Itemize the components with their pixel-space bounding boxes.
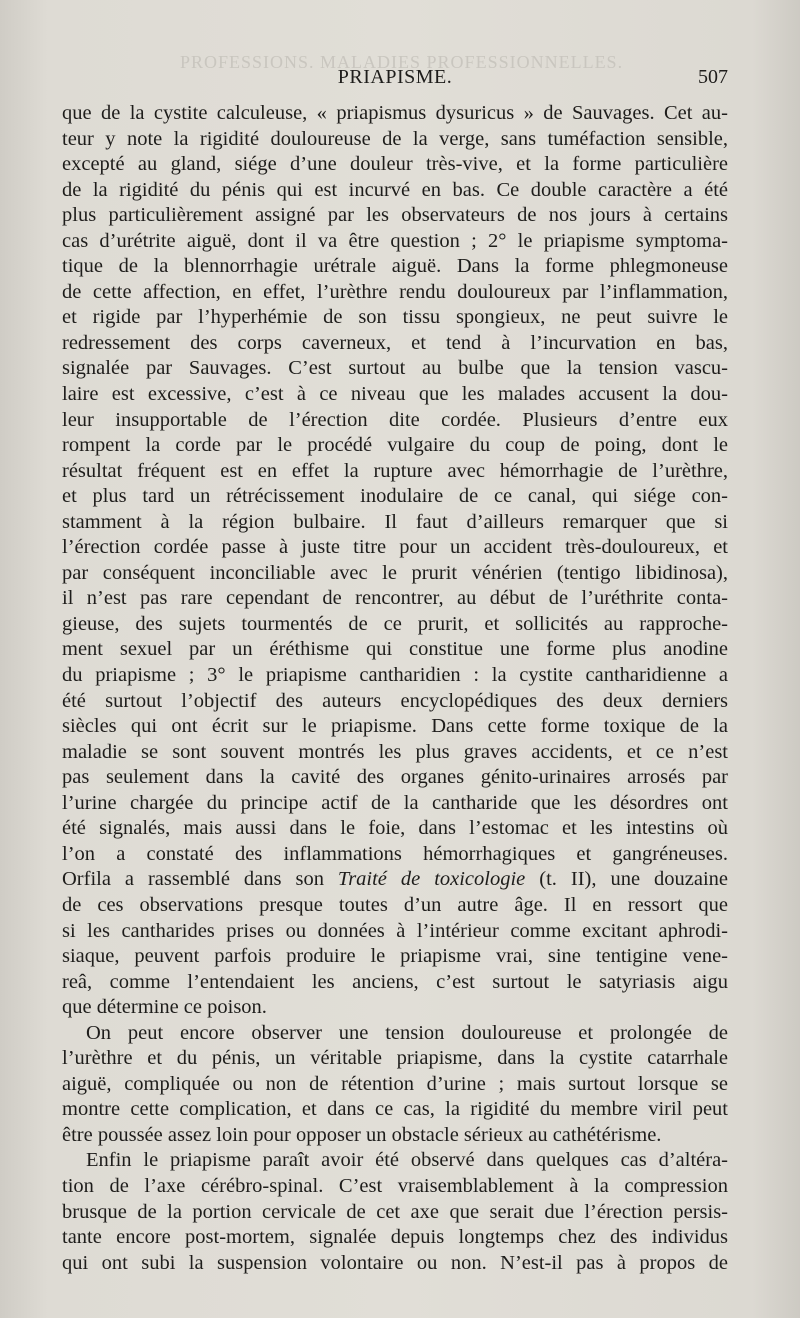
text-line: excepté au gland, siége d’une douleur très-vive, et la forme particulière [62,153,728,176]
text-line: stamment à la région bulbaire. Il faut d’ailleurs remarquer que si [62,510,728,533]
text-line: l’urine chargée du principe actif de la cantharide que les désordres ont [62,791,728,814]
text-line: On peut encore observer une tension douloureuse et prolongée de [86,1021,728,1044]
running-head [62,66,728,96]
text-line: l’urèthre et du pénis, un véritable priapisme, dans la cystite catarrhale [62,1047,728,1070]
text-line: tante encore post-mortem, signalée depuis longtemps chez des individus [62,1226,728,1249]
text-line: été signalés, mais aussi dans le foie, dans l’estomac et les intestins où [62,817,728,840]
text-line: pas seulement dans la cavité des organes génito-urinaires arrosés par [62,766,728,789]
text-line: l’on a constaté des inflammations hémorrhagiques et gangréneuses. [62,842,728,865]
text-line: ment sexuel par un éréthisme qui constitue une forme plus anodine [62,638,728,661]
bleed-through-text: PROFESSIONS. MALADIES PROFESSIONNELLES. [180,52,624,72]
text-line: et plus tard un rétrécissement inodulaire de ce canal, qui siége con- [62,485,728,508]
running-head-title: PRIAPISME. [337,66,453,88]
text-line: cas d’urétrite aiguë, dont il va être question ; 2° le priapisme symptoma- [62,229,728,252]
body-text [62,101,728,1276]
text-line: siècles qui ont écrit sur le priapisme. Dans cette forme toxique de la [62,715,728,738]
book-title-italic: Traité de toxicologie [337,868,526,891]
text-line: brusque de la portion cervicale de cet axe que serait due l’érection persis- [62,1200,728,1223]
text-line: tique de la blennorrhagie urétrale aiguë. Dans la forme phlegmoneuse [62,255,728,278]
text-line: par conséquent inconciliable avec le prurit vénérien (tentigo libidinosa), [62,561,728,584]
text-line [62,867,728,893]
text-line: redressement des corps caverneux, et tend à l’incurvation en bas, [62,331,728,354]
page-number: 507 [698,66,728,88]
text-line: laire est excessive, c’est à ce niveau que les malades accusent la dou- [62,383,728,406]
text-line: leur insupportable de l’érection dite cordée. Plusieurs d’entre eux [62,408,728,431]
text-line: gieuse, des sujets tourmentés de ce prurit, et sollicités au rapproche- [62,612,728,635]
text-line: l’érection cordée passe à juste titre pour un accident très-douloureux, et [62,536,728,559]
text-line: si les cantharides prises ou données à l’intérieur comme excitant aphrodi- [62,919,728,942]
text-line: aiguë, compliquée ou non de rétention d’urine ; mais surtout lorsque se [62,1072,728,1095]
text-line: siaque, peuvent parfois produire le priapisme vrai, sine tentigine vene- [62,945,728,968]
text-line: teur y note la rigidité douloureuse de la verge, sans tuméfaction sensible, [62,127,728,150]
text-line: du priapisme ; 3° le priapisme cantharidien : la cystite cantharidienne a [62,664,728,687]
text-line: tion de l’axe cérébro-spinal. C’est vraisemblablement à la compression [62,1174,728,1197]
text-line: rompent la corde par le procédé vulgaire du coup de poing, dont le [62,434,728,457]
text-line: signalée par Sauvages. C’est surtout au bulbe que la tension vascu- [62,357,728,380]
text-line: montre cette complication, et dans ce cas, la rigidité du membre viril peut [62,1098,728,1121]
text-segment: (t. II), une douzaine [525,868,728,891]
text-line: être poussée assez loin pour opposer un obstacle sérieux au cathétérisme. [62,1123,662,1146]
text-line: que détermine ce poison. [62,996,267,1019]
text-line: Enfin le priapisme paraît avoir été observé dans quelques cas d’altéra- [86,1149,728,1172]
text-line: été surtout l’objectif des auteurs encyclopédiques des deux derniers [62,689,728,712]
text-line: qui ont subi la suspension volontaire ou non. N’est-il pas à propos de [62,1251,728,1274]
text-line: il n’est pas rare cependant de rencontrer, au début de l’uréthrite conta- [62,587,728,610]
text-line: de ces observations presque toutes d’un autre âge. Il en ressort que [62,893,728,916]
text-segment: Orfila a rassemblé dans son [62,868,338,891]
text-line: et rigide par l’hyperhémie de son tissu spongieux, ne peut suivre le [62,306,728,329]
text-line: maladie se sont souvent montrés les plus graves accidents, et ce n’est [62,740,728,763]
text-line: reâ, comme l’entendaient les anciens, c’est surtout le satyriasis aigu [62,970,728,993]
text-line: plus particulièrement assigné par les observateurs de nos jours à certains [62,204,728,227]
text-line: que de la cystite calculeuse, « priapismus dysuricus » de Sauvages. Cet au- [62,102,728,124]
text-line: de cette affection, en effet, l’urèthre rendu douloureux par l’inflammation, [62,280,728,303]
text-line: de la rigidité du pénis qui est incurvé en bas. Ce double caractère a été [62,178,728,201]
text-line: résultat fréquent est en effet la rupture avec hémorrhagie de l’urèthre, [62,459,728,482]
